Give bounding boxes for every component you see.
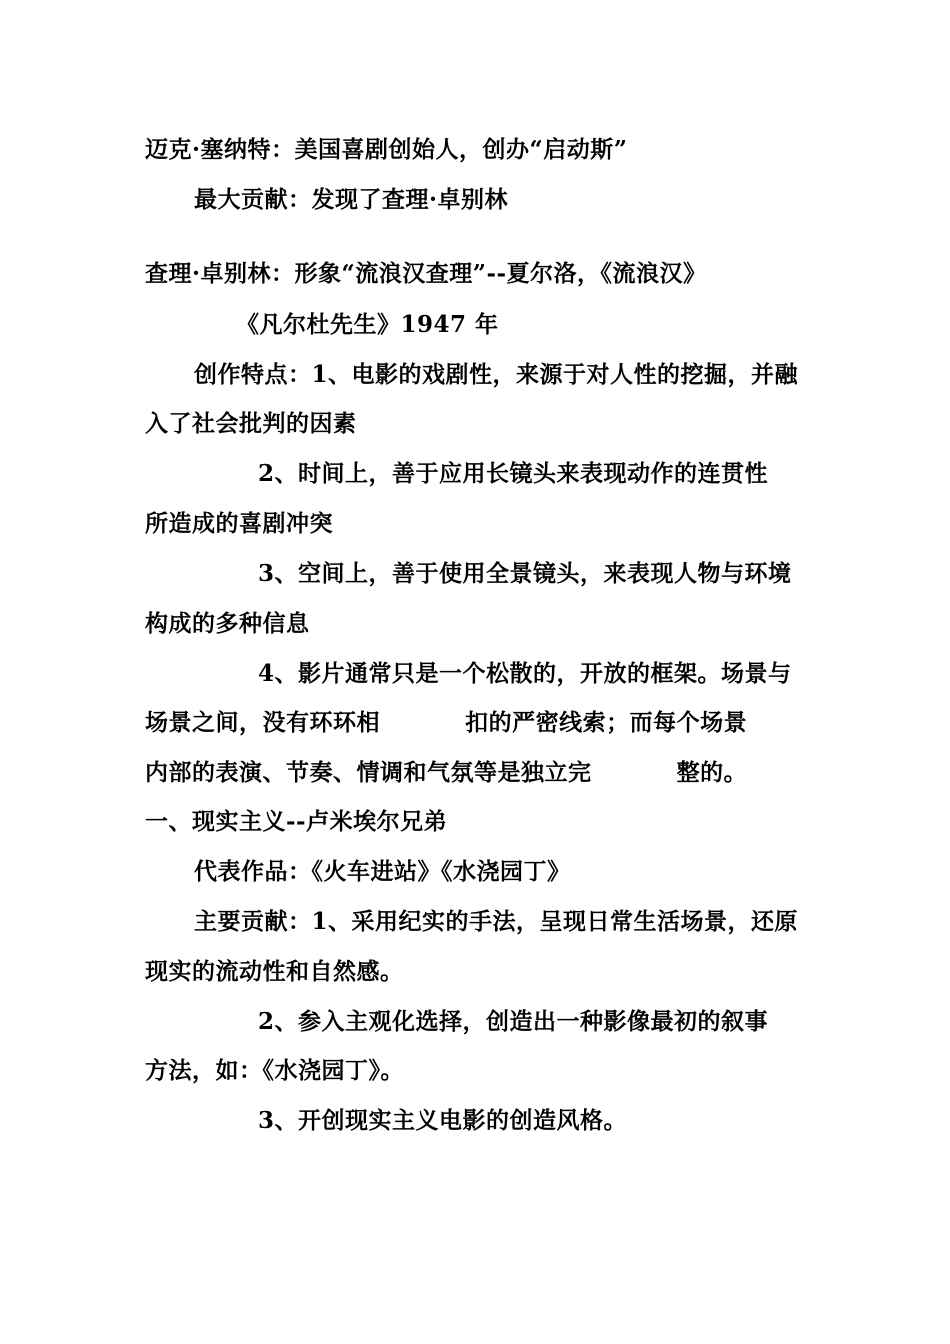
text-line-features-1-cont: 入了社会批判的因素 — [145, 410, 357, 437]
text-line-main-contribution-3: 3、开创现实主义电影的创造风格。 — [258, 1107, 628, 1134]
text-line-features-2-cont: 所造成的喜剧冲突 — [145, 510, 333, 537]
text-line-features-4: 4、影片通常只是一个松散的，开放的框架。场景与 — [258, 660, 792, 687]
text-line-features-3: 3、空间上，善于使用全景镜头，来表现人物与环境 — [258, 560, 792, 587]
text-line-features-1: 创作特点：1、电影的戏剧性，来源于对人性的挖掘，并融 — [194, 361, 799, 388]
text-line-main-contribution-1-cont: 现实的流动性和自然感。 — [145, 958, 404, 985]
text-line-verdoux: 《凡尔杜先生》1947 年 — [236, 311, 499, 338]
text-line-works: 代表作品：《火车进站》《水浇园丁》 — [194, 858, 571, 885]
text-line-main-contribution-2-cont: 方法，如：《水浇园丁》。 — [145, 1057, 404, 1084]
text-line-chaplin: 查理·卓别林：形象“流浪汉查理”--夏尔洛，《流浪汉》 — [145, 260, 707, 287]
text-line-contribution: 最大贡献：发现了查理·卓别林 — [194, 186, 509, 213]
section-heading-realism: 一、现实主义--卢米埃尔兄弟 — [145, 808, 448, 835]
text-line-main-contribution-1: 主要贡献：1、采用纪实的手法，呈现日常生活场景，还原 — [194, 908, 799, 935]
text-line-sennett: 迈克·塞纳特：美国喜剧创始人，创办“启动斯” — [145, 136, 628, 163]
text-line-features-2: 2、时间上，善于应用长镜头来表现动作的连贯性 — [258, 460, 769, 487]
text-line-main-contribution-2: 2、参入主观化选择，创造出一种影像最初的叙事 — [258, 1008, 769, 1035]
text-line-features-3-cont: 构成的多种信息 — [145, 610, 310, 637]
text-line-features-4-end: 内部的表演、节奏、情调和气氛等是独立完 整的。 — [145, 759, 748, 786]
text-line-features-4-cont: 场景之间，没有环环相 扣的严密线索；而每个场景 — [145, 709, 748, 736]
